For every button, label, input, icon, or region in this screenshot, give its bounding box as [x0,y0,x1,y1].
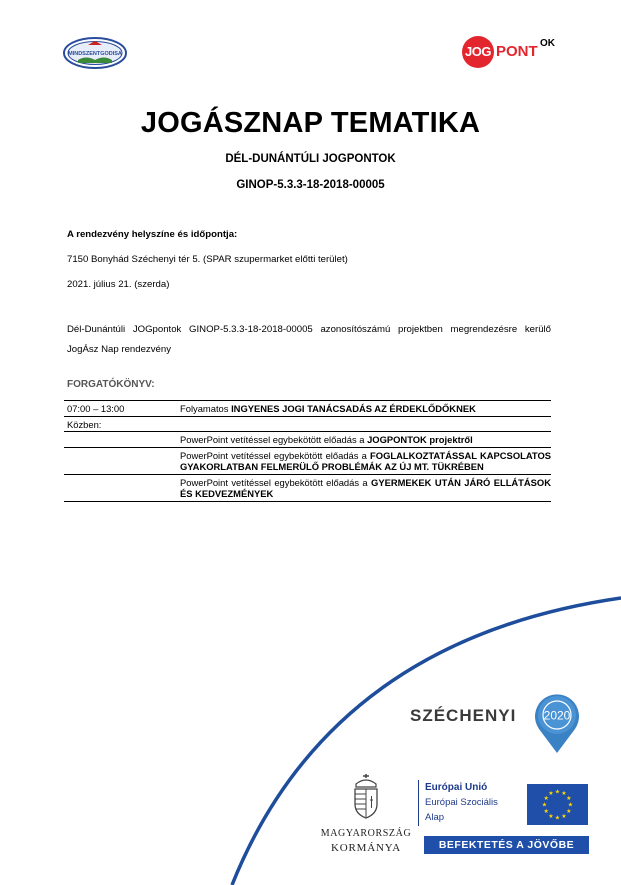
eu-star-icon: ★ [566,809,572,815]
eu-star-icon: ★ [566,796,572,802]
schedule-item-topic: INGYENES JOGI TANÁCSADÁS AZ ÉRDEKLŐDŐKNEK [231,403,476,414]
coat-of-arms-icon [351,772,381,820]
schedule-item-topic: GYERMEKEK UTÁN JÁRÓ ELLÁTÁSOK ÉS KEDVEZMÉNYEK [180,476,551,499]
eu-label-line3: Alap [425,812,445,823]
eu-star-icon: ★ [554,789,561,796]
eu-star-icon: ★ [561,813,567,820]
schedule-item-prefix: Folyamatos [180,403,232,414]
eu-label-line1: Európai Unió [425,782,488,793]
szechenyi-year: 2020 [543,708,571,723]
eu-divider [418,780,419,826]
schedule-item-prefix: PowerPoint vetítéssel egybekötött előadás a [180,476,372,488]
project-code: GINOP-5.3.3-18-2018-00005 [236,179,385,191]
eu-star-icon: ★ [548,813,554,820]
szechenyi-2020-pin-icon [531,693,583,755]
page-title: JOGÁSZNAP TEMATIKA [140,107,481,139]
venue-heading: A rendezvény helyszíne és időpontja: [67,229,238,240]
szechenyi-logo-text: SZÉCHENYI [410,706,517,725]
invest-in-future-banner: BEFEKTETÉS A JÖVŐBE [424,836,589,854]
government-label-line1: MAGYARORSZÁG [320,828,412,839]
schedule-time: 07:00 – 13:00 [67,403,125,414]
eu-star-icon: ★ [567,802,574,809]
schedule-heading: FORGATÓKÖNYV: [67,379,155,390]
jogpontok-logo-suffix: OK [540,38,555,49]
schedule-item-prefix: PowerPoint vetítéssel egybekötött előadás a [180,434,368,445]
venue-address: 7150 Bonyhád Széchenyi tér 5. (SPAR szupermarket előtti terület) [67,254,348,265]
page-subtitle: DÉL-DUNÁNTÚLI JOGPONTOK [225,153,396,165]
eu-label-line2: Európai Szociális [425,797,498,808]
jogpontok-logo-text: PONT [496,43,538,60]
schedule-time: Közben: [67,418,102,430]
schedule-item-topic: JOGPONTOK projektről [367,434,473,445]
event-description: Dél-Dunántúli JOGpontok GINOP-5.3.3-18-2018-00005 azonosítószámú projektben megrendezésre kerülő JogÁsz Nap rendezvény [67,324,551,355]
eu-star-icon: ★ [543,809,549,815]
eu-star-icon: ★ [561,791,567,798]
schedule-item-topic: FOGLALKOZTATÁSSAL KAPCSOLATOS GYAKORLATBAN FELMERÜLŐ PROBLÉMÁK AZ ÚJ MT. TÜKRÉBEN [180,449,552,472]
eu-star-icon: ★ [548,791,554,798]
jogpontok-logo-circle: JOG [462,36,494,68]
eu-star-icon: ★ [543,796,549,802]
eu-flag-icon [527,784,588,825]
mindszentgodisa-logo-text: MINDSZENTGODISA [68,51,122,57]
eu-star-icon: ★ [541,802,548,809]
eu-star-icon: ★ [554,815,561,822]
venue-date: 2021. július 21. (szerda) [67,279,170,290]
schedule-item-prefix: PowerPoint vetítéssel egybekötött előadás a [180,449,371,461]
government-label-line2: KORMÁNYA [331,842,401,854]
